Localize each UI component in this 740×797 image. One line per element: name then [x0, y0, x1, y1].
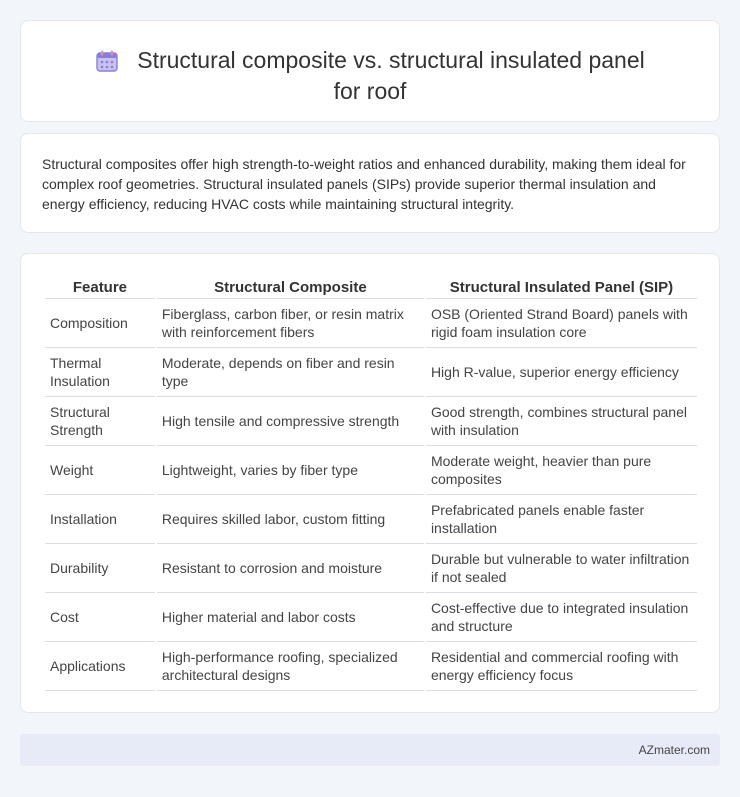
header-sip: Structural Insulated Panel (SIP)	[426, 276, 697, 299]
table-row	[45, 299, 697, 348]
footer-bar	[20, 734, 720, 766]
header-feature: Feature	[45, 276, 155, 299]
feature-cell: Installation	[45, 495, 155, 544]
feature-cell: Applications	[45, 642, 155, 691]
feature-cell: Structural Strength	[45, 397, 155, 446]
summary-text: Structural composites offer high strength-to-weight ratios and enhanced durability, making them ideal for complex roof geometries. Structural insulated panels (SIPs) provide superior thermal insulation and energy efficiency, reducing HVAC costs while maintaining structural integrity.	[42, 156, 686, 212]
composite-cell: Resistant to corrosion and moisture	[157, 544, 424, 593]
table-row	[45, 397, 697, 446]
feature-cell: Weight	[45, 446, 155, 495]
table-row	[45, 593, 697, 642]
title-card	[20, 20, 720, 122]
feature-cell: Cost	[45, 593, 155, 642]
table-row	[45, 446, 697, 495]
table-row	[45, 544, 697, 593]
composite-cell: Fiberglass, carbon fiber, or resin matrix with reinforcement fibers	[157, 299, 424, 348]
sip-cell: High R-value, superior energy efficiency	[426, 348, 697, 397]
table-row	[45, 495, 697, 544]
sip-cell: Cost-effective due to integrated insulation and structure	[426, 593, 697, 642]
composite-cell: Higher material and labor costs	[157, 593, 424, 642]
sip-cell: Prefabricated panels enable faster installation	[426, 495, 697, 544]
sip-cell: OSB (Oriented Strand Board) panels with rigid foam insulation core	[426, 299, 697, 348]
page-title: Structural composite vs. structural insulated panel for roof	[137, 47, 645, 104]
feature-cell: Thermal Insulation	[45, 348, 155, 397]
summary-card	[20, 133, 720, 233]
feature-cell: Durability	[45, 544, 155, 593]
sip-cell: Moderate weight, heavier than pure composites	[426, 446, 697, 495]
header-structural-composite: Structural Composite	[157, 276, 424, 299]
sip-cell: Residential and commercial roofing with energy efficiency focus	[426, 642, 697, 691]
composite-cell: Requires skilled labor, custom fitting	[157, 495, 424, 544]
composite-cell: High-performance roofing, specialized architectural designs	[157, 642, 424, 691]
footer-brand: AZmater.com	[638, 743, 710, 757]
table-row	[45, 642, 697, 691]
sip-cell: Durable but vulnerable to water infiltration if not sealed	[426, 544, 697, 593]
feature-cell: Composition	[45, 299, 155, 348]
comparison-card	[20, 253, 720, 713]
comparison-table	[43, 276, 699, 691]
calendar-icon	[95, 49, 119, 73]
sip-cell: Good strength, combines structural panel with insulation	[426, 397, 697, 446]
title-wrap	[21, 45, 719, 106]
table-header-row	[45, 276, 697, 299]
composite-cell: Moderate, depends on fiber and resin type	[157, 348, 424, 397]
composite-cell: High tensile and compressive strength	[157, 397, 424, 446]
table-row	[45, 348, 697, 397]
composite-cell: Lightweight, varies by fiber type	[157, 446, 424, 495]
